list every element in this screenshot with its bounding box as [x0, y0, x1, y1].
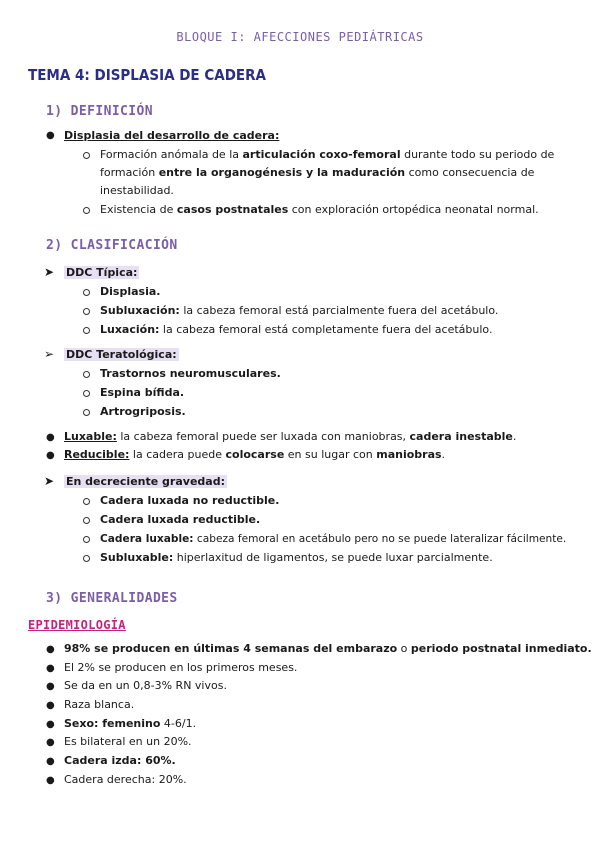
- tipica-item-1: Displasia.: [100, 285, 161, 298]
- bullet-icon: ●: [46, 775, 55, 786]
- circle-bullet-icon: [83, 555, 90, 562]
- definition-line-3: inestabilidad.: [100, 184, 174, 197]
- definition-line-1: Formación anómala de la articulación coxo-femoral durante todo su periodo de: [100, 148, 555, 161]
- ddc-teratologica-label: DDC Teratológica:: [66, 348, 177, 361]
- ddc-tipica-label: DDC Típica:: [66, 266, 138, 279]
- arrow-bullet-icon: ➤: [44, 265, 55, 279]
- section-definicion-title: 1) DEFINICIÓN: [46, 104, 153, 119]
- circle-bullet-icon: [83, 517, 90, 524]
- definition-line-4: Existencia de casos postnatales con exploración ortopédica neonatal normal.: [100, 203, 539, 216]
- epi-item-8: Cadera derecha: 20%.: [64, 773, 187, 786]
- gravedad-label: En decreciente gravedad:: [66, 475, 225, 488]
- topic-title: TEMA 4: DISPLASIA DE CADERA: [28, 66, 266, 84]
- bullet-icon: ●: [46, 756, 55, 767]
- epi-item-7: Cadera izda: 60%.: [64, 754, 176, 767]
- terato-item-1: Trastornos neuromusculares.: [100, 367, 281, 380]
- tipica-item-3: Luxación: la cabeza femoral está completamente fuera del acetábulo.: [100, 323, 493, 336]
- arrow-bullet-icon: ➢: [44, 347, 55, 361]
- gravedad-item-1: Cadera luxada no reductible.: [100, 494, 280, 507]
- epi-item-6: Es bilateral en un 20%.: [64, 735, 192, 748]
- circle-bullet-icon: [83, 152, 90, 159]
- section-generalidades-title: 3) GENERALIDADES: [46, 591, 178, 606]
- terato-item-3: Artrogriposis.: [100, 405, 186, 418]
- bullet-icon: ●: [46, 644, 55, 655]
- bullet-icon: ●: [46, 737, 55, 748]
- epidemiologia-heading: EPIDEMIOLOGÍA: [28, 618, 126, 632]
- page-header: BLOQUE I: AFECCIONES PEDIÁTRICAS: [176, 30, 424, 44]
- definition-line-2: formación entre la organogénesis y la maduración como consecuencia de: [100, 166, 535, 179]
- circle-bullet-icon: [83, 371, 90, 378]
- definition-term: [64, 129, 279, 143]
- bullet-icon: ●: [46, 681, 55, 692]
- section-clasificacion-title: 2) CLASIFICACIÓN: [46, 238, 178, 253]
- circle-bullet-icon: [83, 536, 90, 543]
- bullet-icon: ●: [46, 719, 55, 730]
- epi-item-5: Sexo: femenino 4-6/1.: [64, 717, 197, 730]
- epi-item-4: Raza blanca.: [64, 698, 135, 711]
- bullet-icon: ●: [46, 663, 55, 674]
- circle-bullet-icon: [83, 207, 90, 214]
- epi-item-3: Se da en un 0,8-3% RN vivos.: [64, 679, 227, 692]
- luxable-line: Luxable: la cabeza femoral puede ser luxada con maniobras, cadera inestable.: [64, 430, 517, 443]
- bullet-icon: ●: [46, 450, 55, 461]
- bullet-icon: ●: [46, 700, 55, 711]
- bullet-icon: ●: [46, 130, 55, 141]
- epi-item-1: 98% se producen en últimas 4 semanas del embarazo o periodo postnatal inmediato.: [64, 642, 592, 655]
- arrow-bullet-icon: ➤: [44, 474, 55, 488]
- terato-item-2: Espina bífida.: [100, 386, 185, 399]
- circle-bullet-icon: [83, 498, 90, 505]
- epi-item-2: El 2% se producen en los primeros meses.: [64, 661, 298, 674]
- circle-bullet-icon: [83, 390, 90, 397]
- term-label: Displasia del desarrollo de cadera:: [64, 129, 280, 142]
- gravedad-item-2: Cadera luxada reductible.: [100, 513, 261, 526]
- tipica-item-2: Subluxación: la cabeza femoral está parcialmente fuera del acetábulo.: [100, 304, 499, 317]
- circle-bullet-icon: [83, 289, 90, 296]
- bullet-icon: ●: [46, 432, 55, 443]
- circle-bullet-icon: [83, 409, 90, 416]
- gravedad-item-4: Subluxable: hiperlaxitud de ligamentos, se puede luxar parcialmente.: [100, 551, 493, 564]
- circle-bullet-icon: [83, 308, 90, 315]
- gravedad-item-3: Cadera luxable: cabeza femoral en acetábulo pero no se puede lateralizar fácilmente.: [100, 533, 567, 545]
- reducible-line: Reducible: la cadera puede colocarse en su lugar con maniobras.: [64, 448, 446, 461]
- circle-bullet-icon: [83, 327, 90, 334]
